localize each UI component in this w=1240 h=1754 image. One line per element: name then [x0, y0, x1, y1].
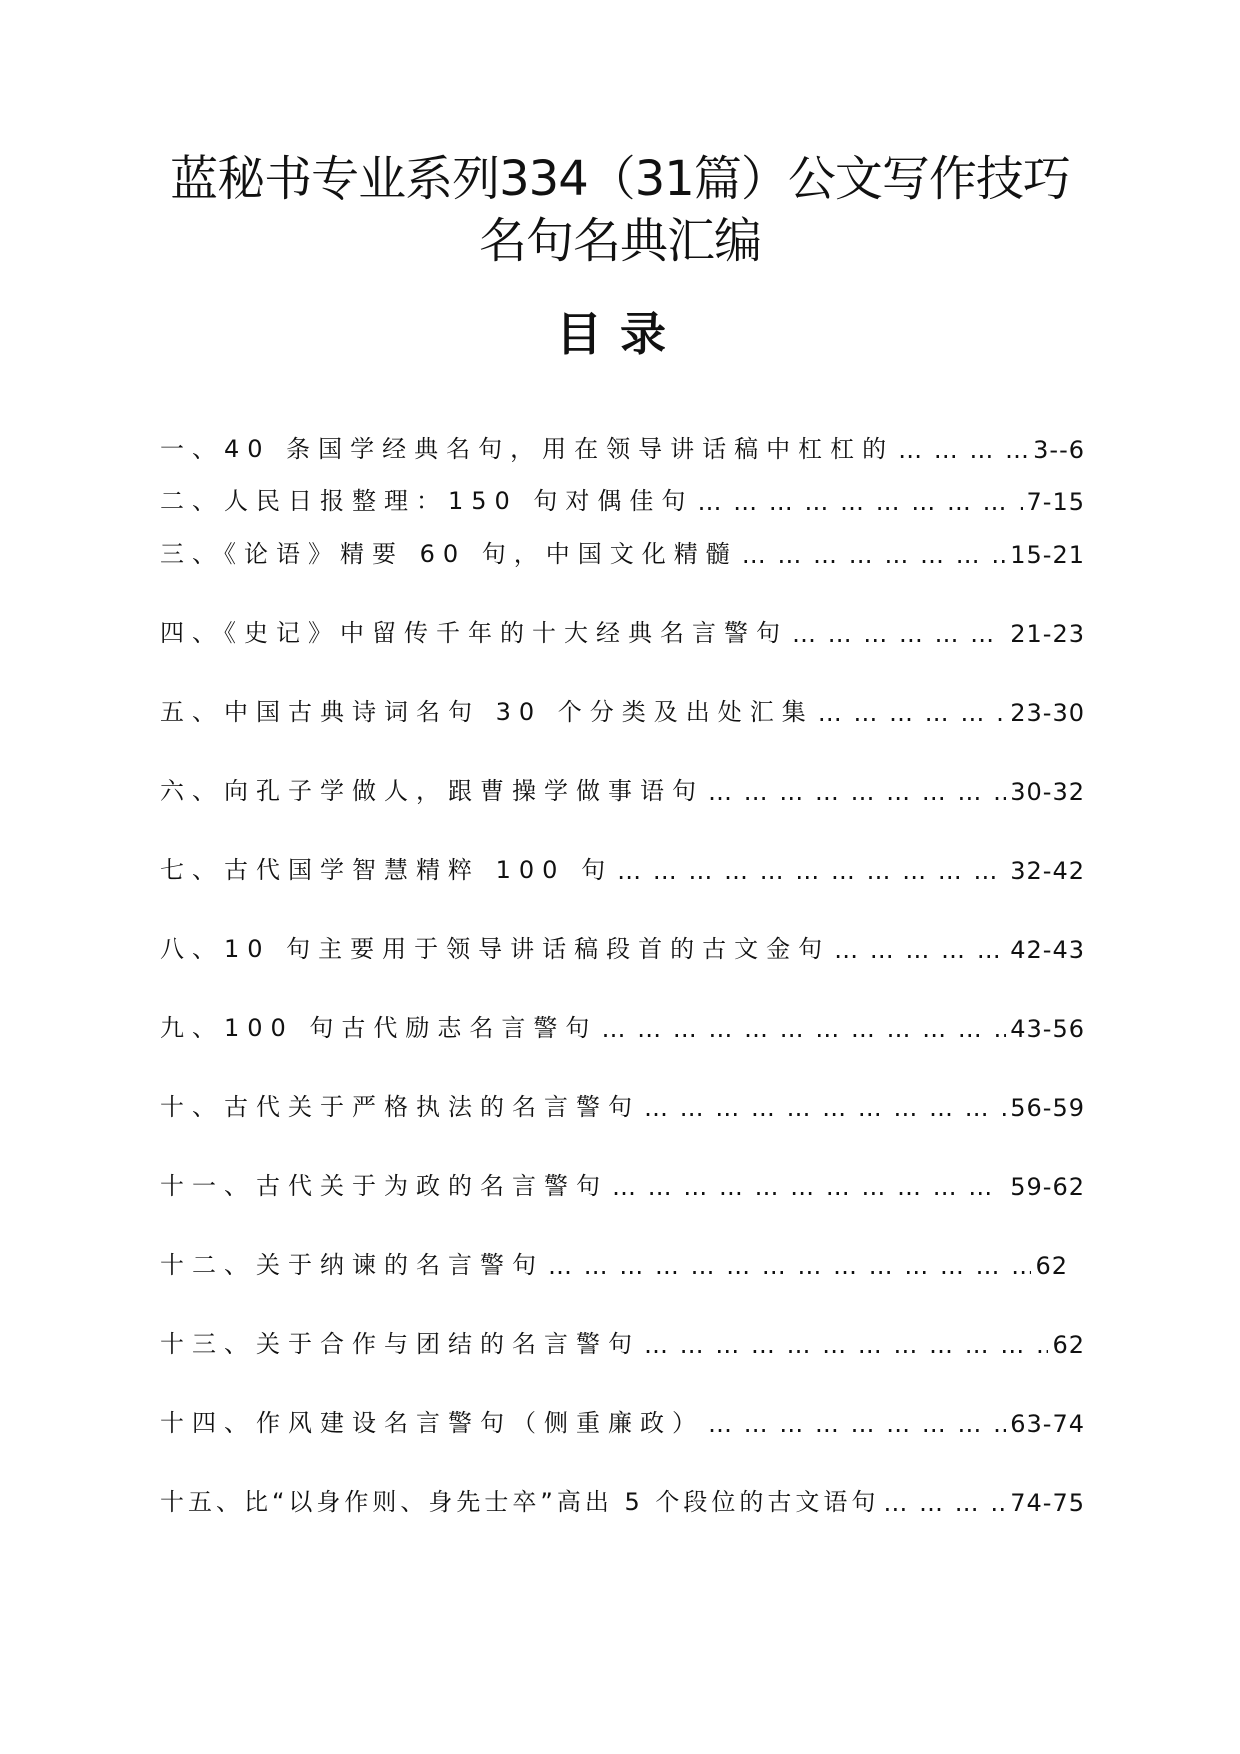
toc-entry-label: 三、《论语》精要 60 句，中国文化精髓: [160, 540, 738, 568]
toc-entry-label: 四、《史记》中留传千年的十大经典名言警句: [160, 619, 788, 647]
toc-entry[interactable]: [160, 693, 1085, 727]
toc-entry-pages: 3--6: [1033, 436, 1085, 464]
toc-entry-label: 六、向孔子学做人，跟曹操学做事语句: [160, 777, 704, 805]
toc-entry-leader: [644, 1331, 1048, 1359]
toc-entry[interactable]: [160, 1246, 1068, 1280]
toc-entry-pages: 56-59: [1010, 1094, 1085, 1122]
toc-entry-pages: 15-21: [1010, 541, 1085, 569]
toc-entry-label: 七、古代国学智慧精粹 100 句: [160, 856, 614, 884]
toc-entry[interactable]: [160, 1009, 1085, 1043]
toc-entry-leader: [742, 541, 1006, 569]
toc-entry-label: 五、中国古典诗词名句 30 个分类及出处汇集: [160, 698, 814, 726]
toc-entry-pages: 23-30: [1010, 699, 1085, 727]
toc-entry-leader: [898, 436, 1029, 464]
toc-entry[interactable]: [160, 535, 1085, 569]
toc-entry-leader: [644, 1094, 1006, 1122]
toc-heading: 目录: [556, 307, 684, 361]
document-title: 蓝秘书专业系列334（31篇）公文写作技巧名句名典汇编: [170, 151, 1070, 269]
toc-entry-label: 九、100 句古代励志名言警句: [160, 1014, 598, 1042]
toc-entry-pages: 21-23: [1010, 620, 1085, 648]
toc-entry-label: 十四、作风建设名言警句（侧重廉政）: [160, 1409, 704, 1437]
toc-entry-leader: [708, 1410, 1006, 1438]
toc-entry-leader: [612, 1173, 1006, 1201]
toc-entry-leader: [818, 699, 1006, 727]
toc-entry-label: 八、10 句主要用于领导讲话稿段首的古文金句: [160, 935, 831, 963]
toc-entry[interactable]: [160, 1325, 1085, 1359]
toc-entry-label: 十三、关于合作与团结的名言警句: [160, 1330, 640, 1358]
toc-entry[interactable]: [160, 1088, 1085, 1122]
toc-entry-pages: 7-15: [1026, 488, 1085, 516]
toc-entry-leader: [548, 1252, 1031, 1280]
toc-entry[interactable]: [160, 482, 1085, 516]
toc-entry[interactable]: [160, 1404, 1085, 1438]
toc-entry-label: 十二、关于纳谏的名言警句: [160, 1251, 544, 1279]
toc-entry[interactable]: [160, 1167, 1085, 1201]
toc-entry[interactable]: [160, 851, 1085, 885]
toc-entry-pages: 32-42: [1010, 857, 1085, 885]
toc-entry-label: 十一、古代关于为政的名言警句: [160, 1172, 608, 1200]
toc-entry-pages: 74-75: [1010, 1489, 1085, 1517]
toc-entry-label: 十、古代关于严格执法的名言警句: [160, 1093, 640, 1121]
toc-entry-pages: 62: [1052, 1331, 1085, 1359]
toc-entry[interactable]: [160, 614, 1085, 648]
toc-entry-pages: 62: [1035, 1252, 1068, 1280]
toc-entry-leader: [708, 778, 1006, 806]
toc-entry[interactable]: [160, 772, 1085, 806]
toc-entry-label: 二、人民日报整理：150 句对偶佳句: [160, 487, 694, 515]
toc-entry-leader: [617, 857, 1006, 885]
toc-entry[interactable]: [160, 430, 1085, 464]
toc-entry-pages: 63-74: [1010, 1410, 1085, 1438]
toc-entry[interactable]: [160, 930, 1085, 964]
toc-entry[interactable]: [160, 1483, 1085, 1517]
toc-entry-leader: [697, 488, 1022, 516]
toc-entry-leader: [792, 620, 1006, 648]
toc-entry-pages: 43-56: [1010, 1015, 1085, 1043]
toc-entry-leader: [601, 1015, 1006, 1043]
toc-entry-label: 一、40 条国学经典名句，用在领导讲话稿中杠杠的: [160, 435, 895, 463]
toc-entry-pages: 59-62: [1010, 1173, 1085, 1201]
toc-entry-leader: [834, 936, 1006, 964]
toc-entry-pages: 42-43: [1010, 936, 1085, 964]
toc-entry-label: 十五、比“以身作则、身先士卒”高出 5 个段位的古文语句: [160, 1488, 880, 1516]
toc-entry-leader: [883, 1489, 1006, 1517]
toc-entry-pages: 30-32: [1010, 778, 1085, 806]
